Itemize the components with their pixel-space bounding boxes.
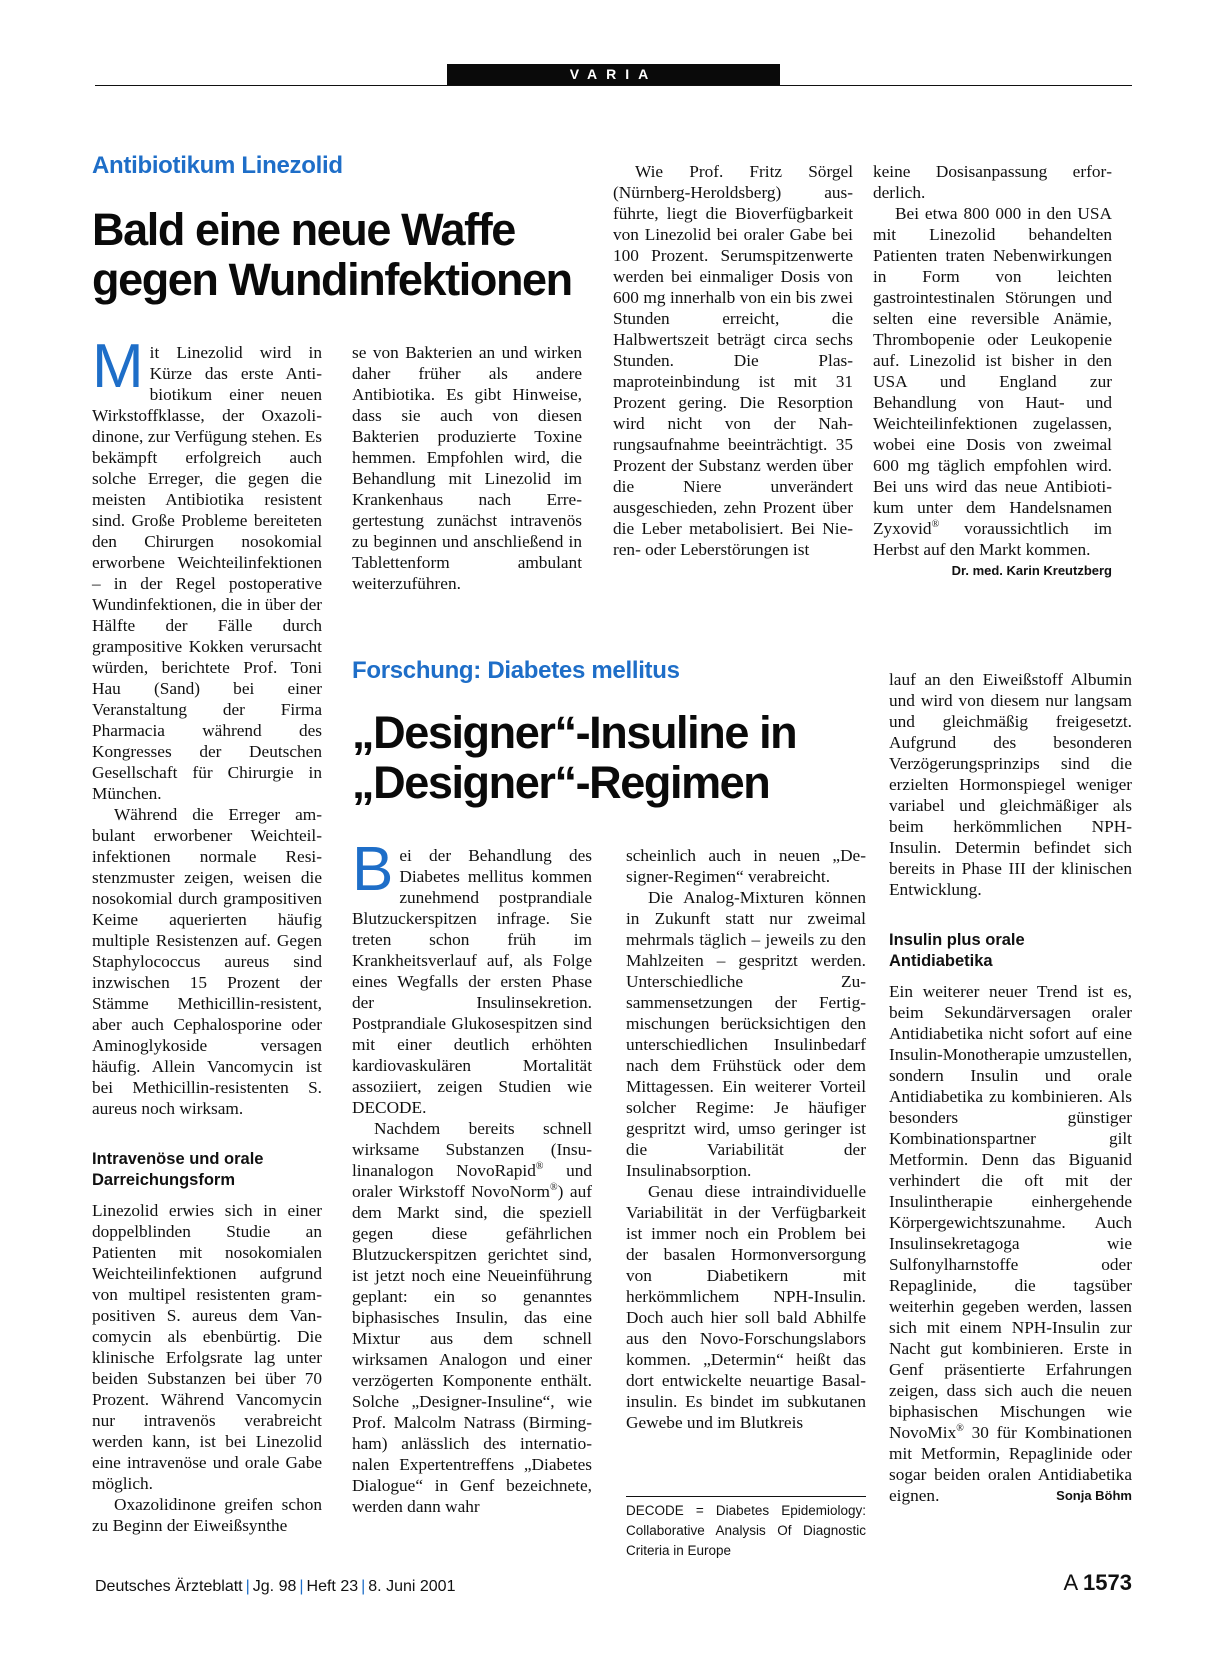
- article2-col4-p2-text: Ein weiterer neuer Trend ist es, beim Sekundärversagen oraler Antidiabetika nicht sofort auf eine Insulin-Monotherapie umzustellen, sondern Insulin und orale Antidiabetika zu kombinieren. Als besonders günstiger Kombinationspartner gilt Metformin. Denn das Biguanid verhindert die oft mit der Insulintherapie einhergehende Körpergewichtszunahme. Auch Insulinsekretagoga wie Sulfonylharnstoffe oder Repaglinide, die tagsüber weiterhin gegeben werden, lassen sich mit einem NPH-Insulin zur Nacht gut kombinieren. Erste in Genf präsentierte Erfahrungen zeigen, dass sich auch die neuen biphasischen Mischungen wie NovoMix: [889, 982, 1132, 1442]
- registered-mark: ®: [550, 1182, 558, 1194]
- article2-col4-p2-end: 30 für Kombinationen mit Metformin, Repaglinide oder sogar beiden oralen Antidiabetika eignen.: [889, 1423, 1132, 1505]
- journal-date: 8. Juni 2001: [368, 1578, 456, 1595]
- article1-subhead-line2: Darreichungsform: [92, 1171, 236, 1189]
- footer-citation: [95, 1578, 455, 1596]
- article2-col2-p2-b: und oraler Wirkstoff NovoNorm: [352, 1161, 592, 1201]
- article1-author: Dr. med. Karin Kreutzberg: [951, 563, 1112, 578]
- article1-column-3: [613, 161, 853, 560]
- journal-name: Deutsches Ärzteblatt: [95, 1578, 243, 1595]
- article2-headline: [352, 708, 796, 808]
- article1-subhead: [92, 1149, 322, 1191]
- journal-volume: Jg. 98: [252, 1578, 297, 1595]
- article1-column-4: [873, 161, 1112, 581]
- article2-subhead-line1: Insulin plus orale: [889, 931, 1025, 949]
- article1-col1-p3: Linezolid erwies sich in einer doppelblinden Studie an Patienten mit nosokomialen Weichteilinfektionen aufgrund von multipel resistenten grampositiven S. aureus dem Vancomycin als ebenbürtig. Die klinische Erfolgsrate lag unter beiden Substanzen bei über 70 Prozent. Während Vancomycin nur intravenös verabreicht werden kann, ist bei Linezolid eine intravenöse und orale Gabe möglich.: [92, 1201, 322, 1493]
- journal-issue: Heft 23: [306, 1578, 359, 1595]
- page-number-value: 1573: [1083, 1570, 1132, 1595]
- article1-headline-line1: Bald eine neue Waffe: [92, 204, 515, 255]
- article2-column-2: [352, 835, 592, 1517]
- article1-dropcap: M: [92, 332, 144, 401]
- article2-column-4: [889, 669, 1132, 1506]
- article2-kicker: Forschung: Diabetes mellitus: [352, 657, 680, 684]
- article1-headline: [92, 205, 572, 305]
- article1-column-1: [92, 332, 322, 1536]
- article2-headline-line2: „Designer“-Regimen: [352, 757, 770, 808]
- page-prefix: A: [1063, 1570, 1077, 1595]
- article2-col3-p3: Genau diese intraindividuelle Variabilität in der Verfügbarkeit ist immer noch ein Problem bei der basalen Hormonversorgung von Diabetikern mit herkömmlichem NPH-Insulin. Doch auch hier soll bald Abhilfe aus den Novo-Forschungslabors kommen. „Determin“ heißt das dort entwickelte neuartige Basalinsulin. Es bindet im subkutanen Gewebe und im Blutkreis: [626, 1182, 866, 1432]
- footer-separator: |: [245, 1578, 250, 1595]
- footnote: DECODE = Diabetes Epidemiology: Collaborative Analysis Of Diagnostic Criteria in Europe: [626, 1503, 866, 1558]
- article2-column-3: [626, 845, 866, 1433]
- article2-col2-p2-a: Nachdem bereits schnell wirksame Substanzen (Insulinanalogon NovoRapid: [352, 1119, 592, 1180]
- article1-headline-line2: gegen Wundinfektionen: [92, 254, 572, 305]
- article2-author: Sonja Böhm: [1056, 1488, 1132, 1503]
- article1-col4-p1: keine Dosisanpassung erforderlich.: [873, 162, 1112, 202]
- article2-col4-p2: [889, 981, 1132, 1506]
- registered-mark: ®: [931, 519, 940, 531]
- footnote-rule: [626, 1496, 866, 1497]
- article1-col2-p1: se von Bakterien an und wirken daher früher als andere Antibiotika. Es gibt Hinweise, dass sie auch von diesen Bakterien produzierte Toxine hemmen. Empfohlen wird, die Behandlung mit Linezolid im Krankenhaus nach Erregertestung zunächst intravenös zu beginnen und anschließend in Tablettenform ambulant weiterzuführen.: [352, 343, 582, 593]
- registered-mark: ®: [956, 1423, 964, 1435]
- article2-headline-line1: „Designer“-Insuline in: [352, 707, 797, 758]
- article2-subhead-line2: Antidiabetika: [889, 952, 993, 970]
- article2-col2-p1: ei der Behandlung des Diabetes mellitus kommen zunehmend postprandiale Blutzuckerspitzen infrage. Sie treten schon früh im Krankheitsverlauf auf, als Folge eines Wegfalls der ersten Phase der Insulinsekretion. Postprandiale Glukosespitzen sind mit einer deutlich erhöhten kardiovaskulären Mortalität assoziiert, zeigen Studien wie DECODE.: [352, 846, 592, 1117]
- article1-col4-p2-end: voraussichtlich im Herbst auf den Markt kommen.: [873, 519, 1112, 559]
- article2-col4-p1: lauf an den Eiweißstoff Albumin und wird von diesem nur langsam und gleichmäßig freigesetzt. Aufgrund des besonderen Verzögerungsprinzips sind die erzielten Hormonspiegel weniger variabel und gleichmäßiger als beim herkömmlichen NPH-Insulin. Determin befindet sich bereits in Phase III der klinischen Entwicklung.: [889, 670, 1132, 899]
- page-number: [1063, 1570, 1132, 1596]
- article1-col1-p2: Während die Erreger ambulant erworbener Weichteilinfektionen normale Resistenzmuster zeigen, weisen die nosokomial durch grampositiven Keime aquerierten häufig multiple Resistenzen auf. Gegen Staphylococcus aureus sind inzwischen 15 Prozent der Stämme Methicillin-resistent, aber auch Cephalosporine oder Aminoglykoside versagen häufig. Allein Vancomycin ist bei Methicillin-resistenten S. aureus noch wirksam.: [92, 805, 322, 1118]
- article2-col3-p2: Die Analog-Mixturen können in Zukunft statt nur zweimal mehrmals täglich – jeweils zu den Mahlzeiten – gespritzt werden. Unterschiedliche Zusammensetzungen der Fertigmischungen berücksichtigen den unterschiedlichen Insulinbedarf nach dem Frühstück oder dem Mittagessen. Ein weiterer Vorteil solcher Regime: Je häufiger gespritzt wird, umso geringer ist die Variabilität der Insulinabsorption.: [626, 888, 866, 1180]
- article2-dropcap: B: [352, 835, 394, 904]
- header-rule: [95, 85, 1132, 86]
- article1-col4-p2-text: Bei etwa 800 000 in den USA mit Linezolid behandelten Patienten traten Nebenwirkungen in Form von leichten gastrointestinalen Störungen und selten eine reversible Anämie, Thrombopenie oder Leukopenie auf. Linezolid ist bisher in den USA und England zur Behandlung von Haut- und Weichteilinfektionen zugelassen, wobei eine Dosis von zweimal 600 mg täglich empfohlen wird. Bei uns wird das neue Antibiotikum unter dem Handelsnamen Zyxovid: [873, 204, 1112, 538]
- article2-subhead: [889, 930, 1132, 972]
- article2-col2-p2: [352, 1118, 592, 1517]
- footer-separator: |: [361, 1578, 366, 1595]
- article1-col1-p1: it Linezolid wird in Kürze das erste Antibiotikum einer neuen Wirkstoffklasse, der Oxazolidinone, zur Verfügung stehen. Es bekämpft erfolgreich auch solche Erreger, die gegen die meisten Antibiotika resistent sind. Große Probleme bereiteten den Chirurgen nosokomial erworbene Weichteilinfektionen – in der Regel postoperative Wundinfektionen, die in über der Hälfte der Fälle durch grampositive Kokken verursacht würden, berichtete Prof. Toni Hau (Sand) bei einer Veranstaltung der Firma Pharmacia während des Kongresses der Deutschen Gesellschaft für Chirurgie in München.: [92, 343, 322, 803]
- article1-subhead-line1: Intravenöse und orale: [92, 1150, 264, 1168]
- article2-col2-p2-c: ) auf dem Markt sind, die speziell gegen diese gefährlichen Blutzuckerspitzen gerichtet sind, ist jetzt noch eine Neueinführung geplant: ein so genanntes biphasisches Insulin, das eine Mixtur aus dem schnell wirksamen Analogon und einer verzögerten Komponente enthält. Solche „Designer-Insuline“, wie Prof. Malcolm Natrass (Birmingham) anlässlich des internationalen Expertentreffens „Diabetes Dialogue“ in Genf bezeichnete, werden dann wahr: [352, 1182, 592, 1516]
- article1-col1-p4: Oxazolidinone greifen schon zu Beginn der Eiweißsynthe: [92, 1495, 322, 1535]
- article2-col3-p1: scheinlich auch in neuen „Designer-Regimen“ verabreicht.: [626, 846, 866, 886]
- article1-col3-p1: Wie Prof. Fritz Sörgel (Nürnberg-Heroldsberg) ausführte, liegt die Bioverfügbarkeit von Linezolid bei oraler Gabe bei 100 Prozent. Serumspitzenwerte werden bei einmaliger Dosis von 600 mg innerhalb von ein bis zwei Stunden erreicht, die Halbwertszeit beträgt circa sechs Stunden. Die Plasmaproteinbindung ist mit 31 Prozent gering. Die Resorption wird nicht von der Nahrungsaufnahme beeinträchtigt. 35 Prozent der Substanz werden über die Niere unverändert ausgeschieden, zehn Prozent über die Leber metabolisiert. Bei Nieren- oder Leberstörungen ist: [613, 162, 853, 559]
- registered-mark: ®: [535, 1161, 544, 1173]
- section-label: VARIA: [447, 64, 780, 85]
- article1-column-2: [352, 342, 582, 594]
- article1-kicker: Antibiotikum Linezolid: [92, 152, 343, 179]
- article1-col4-p2: [873, 203, 1112, 578]
- footer-separator: |: [299, 1578, 304, 1595]
